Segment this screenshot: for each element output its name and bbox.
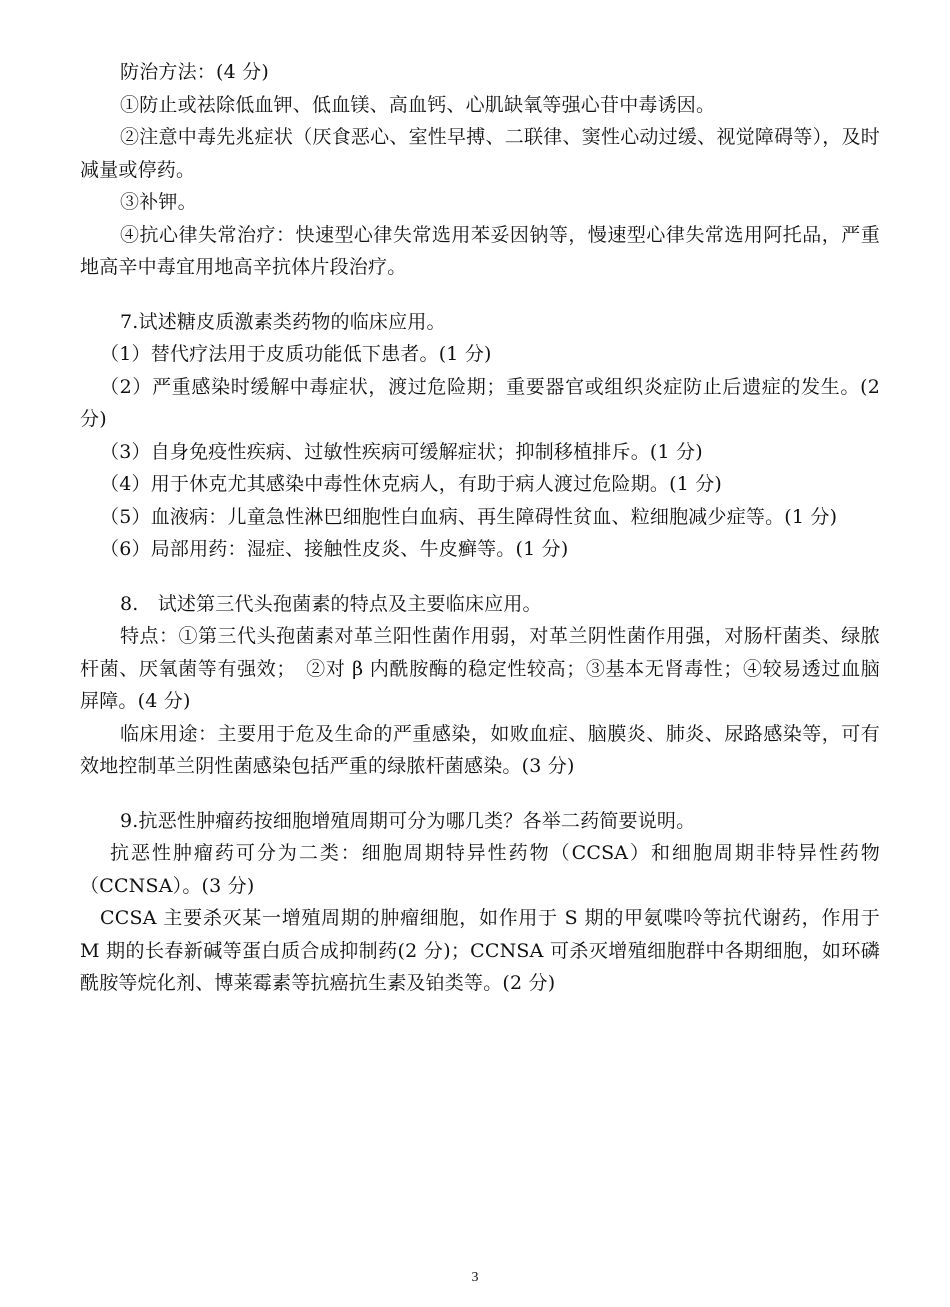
method-item-2: ②注意中毒先兆症状（厌食恶心、室性早搏、二联律、窦性心动过缓、视觉障碍等），及时减量或停药。 [80,126,880,181]
spacer [80,783,880,805]
answer-8-features: 特点：①第三代头孢菌素对革兰阳性菌作用弱，对革兰阴性菌作用强，对肠杆菌类、绿脓杆菌、厌氧菌等有强效； ②对 β 内酰胺酶的稳定性较高；③基本无肾毒性；④较易透过血脑屏障。(4 分) [80,625,880,712]
answer-9-1: 抗恶性肿瘤药可分为二类：细胞周期特异性药物（CCSA）和细胞周期非特异性药物（CCNSA）。(3 分) [80,842,880,897]
question-8: 8. 试述第三代头孢菌素的特点及主要临床应用。 [120,592,542,615]
methods-title: 防治方法：(4 分) [120,61,269,83]
method-item-4: ④抗心律失常治疗：快速型心律失常选用苯妥因钠等，慢速型心律失常选用阿托品，严重地高辛中毒宜用地高辛抗体片段治疗。 [80,223,880,278]
question-7: 7.试述糖皮质激素类药物的临床应用。 [120,310,446,333]
answer-8-uses: 临床用途：主要用于危及生命的严重感染，如败血症、脑膜炎、肺炎、尿路感染等，可有效地控制革兰阴性菌感染包括严重的绿脓杆菌感染。(3 分) [80,722,880,777]
question-9: 9.抗恶性肿瘤药按细胞增殖周期可分为哪几类？各举二药简要说明。 [120,809,696,832]
method-item-3: ③补钾。 [120,191,197,213]
answer-7-2: （2）严重感染时缓解中毒症状，渡过危险期；重要器官或组织炎症防止后遗症的发生。(2 分) [80,375,880,430]
spacer [80,284,880,306]
method-item-1: ①防止或祛除低血钾、低血镁、高血钙、心肌缺氧等强心苷中毒诱因。 [120,93,716,116]
spacer [80,566,880,588]
answer-7-1: （1）替代疗法用于皮质功能低下患者。(1 分) [100,343,492,365]
document-body [80,56,880,1000]
answer-7-5: （5）血液病：儿童急性淋巴细胞性白血病、再生障碍性贫血、粒细胞减少症等。(1 分) [100,505,838,528]
answer-9-2: CCSA 主要杀灭某一增殖周期的肿瘤细胞，如作用于 S 期的甲氨喋呤等抗代谢药，作用于 M 期的长春新碱等蛋白质合成抑制药(2 分)；CCNSA 可杀灭增殖细胞群中各期细胞，如环磷酰胺等烷化剂、博莱霉素等抗癌抗生素及铂类等。(2 分) [80,907,880,994]
answer-7-3: （3）自身免疫性疾病、过敏性疾病可缓解症状；抑制移植排斥。(1 分) [100,440,703,463]
page-number: 3 [471,1270,479,1285]
answer-7-4: （4）用于休克尤其感染中毒性休克病人，有助于病人渡过危险期。(1 分) [100,473,723,495]
answer-7-6: （6）局部用药：湿症、接触性皮炎、牛皮癣等。(1 分) [100,538,569,560]
